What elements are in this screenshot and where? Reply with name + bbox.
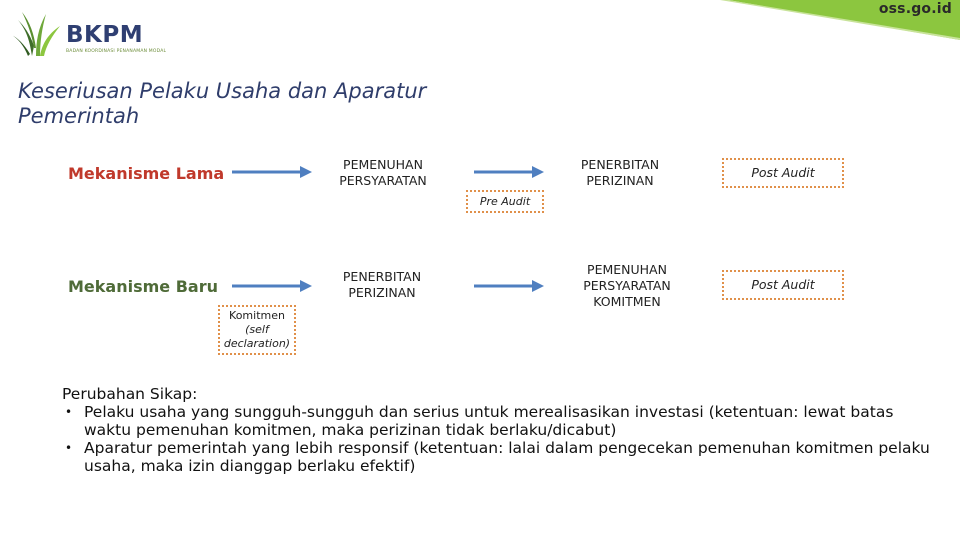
list-item: • Aparatur pemerintah yang lebih responsif (ketentuan: lalai dalam pengecekan pemenuhan komitmen pelaku usaha, maka izin dianggap berlaku efektif) bbox=[62, 439, 942, 475]
arrow-icon bbox=[474, 165, 544, 179]
arrow-icon bbox=[474, 279, 544, 293]
mekanisme-baru-label: Mekanisme Baru bbox=[68, 277, 218, 296]
perubahan-sikap-heading: Perubahan Sikap: bbox=[62, 385, 198, 403]
bkpm-logo bbox=[10, 8, 200, 58]
list-item: • Pelaku usaha yang sungguh-sungguh dan serius untuk merealisasikan investasi (ketentuan: lewat batas waktu pemenuhan komitmen, maka perizinan tidak berlaku/dicabut) bbox=[62, 403, 942, 439]
pre-audit-badge: Pre Audit bbox=[466, 190, 544, 213]
perubahan-sikap-section bbox=[62, 385, 942, 475]
komitmen-note bbox=[218, 305, 296, 355]
step-pemenuhan-persyaratan: PEMENUHAN PERSYARATAN bbox=[339, 157, 427, 188]
site-label: oss.go.id bbox=[878, 1, 952, 17]
mekanisme-lama-label: Mekanisme Lama bbox=[68, 164, 225, 183]
komitmen-note-line: Komitmen bbox=[229, 309, 285, 322]
step-pemenuhan-persyaratan-komitmen: PEMENUHAN PERSYARATAN KOMITMEN bbox=[583, 262, 671, 309]
page-title: Keseriusan Pelaku Usaha dan Aparatur Pemerintah bbox=[18, 79, 427, 128]
logo-tagline: BADAN KOORDINASI PENANAMAN MODAL bbox=[66, 49, 167, 54]
arrow-icon bbox=[232, 165, 312, 179]
perubahan-sikap-list bbox=[62, 403, 942, 475]
step-penerbitan-perizinan: PENERBITAN PERIZINAN bbox=[580, 157, 660, 188]
bkpm-leaf-icon bbox=[10, 8, 62, 58]
post-audit-badge: Post Audit bbox=[722, 270, 844, 300]
komitmen-note-line: declaration) bbox=[223, 337, 291, 350]
step-penerbitan-perizinan: PENERBITAN PERIZINAN bbox=[342, 269, 422, 300]
post-audit-badge: Post Audit bbox=[722, 158, 844, 188]
komitmen-note-line: (self bbox=[245, 323, 269, 336]
arrow-icon bbox=[232, 279, 312, 293]
logo-wordmark: BKPM bbox=[66, 22, 144, 48]
